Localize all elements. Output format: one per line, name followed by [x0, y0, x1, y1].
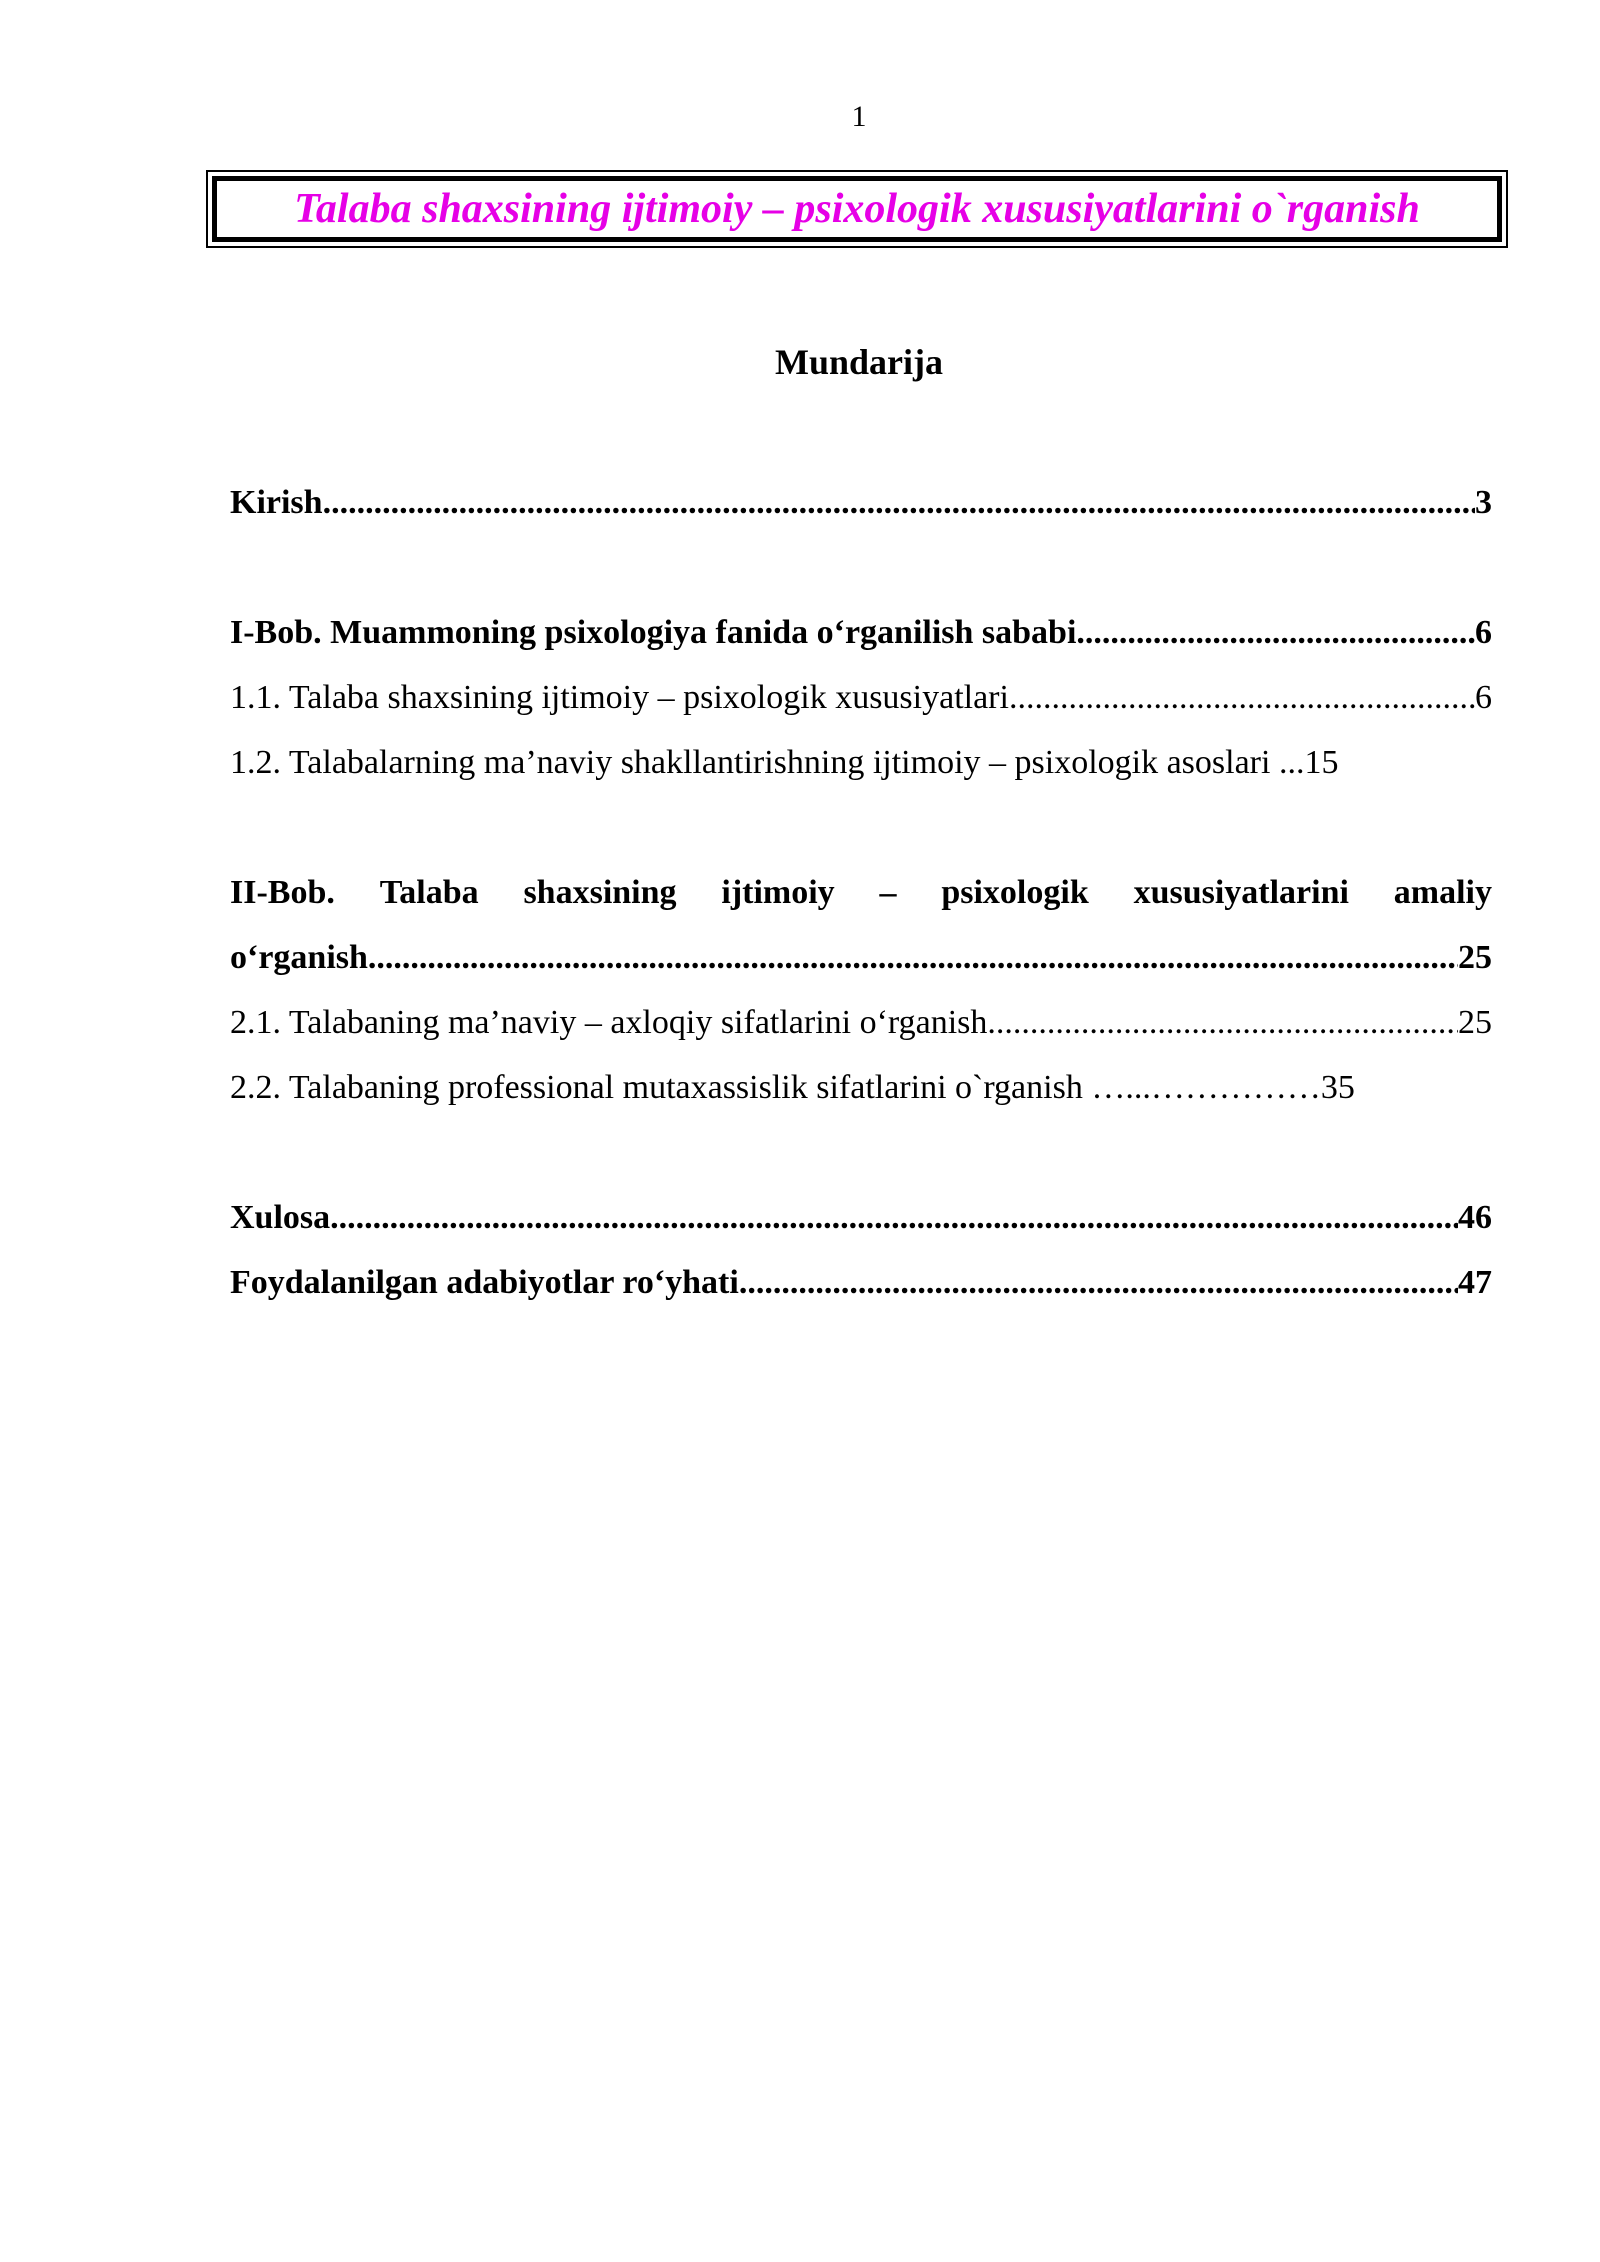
toc-leader-dots	[1076, 600, 1475, 665]
toc-entry-page: 6	[1475, 679, 1492, 716]
toc-entry-section-1-2[interactable]	[230, 730, 1492, 795]
toc-entry-page: 47	[1458, 1264, 1492, 1301]
toc-entry-chapter-2-line-1[interactable]	[230, 860, 1492, 925]
toc-leader-dots	[1009, 665, 1475, 730]
toc-entry-section-1-1[interactable]	[230, 665, 1492, 730]
toc-entry-section-2-1[interactable]	[230, 990, 1492, 1055]
toc-word: xususiyatlarini	[1133, 874, 1349, 911]
toc-entry-page: 6	[1475, 614, 1492, 651]
toc-entry-label: 2.1. Talabaning ma’naviy – axloqiy sifatlarini o‘rganish	[230, 1004, 988, 1041]
title-frame-inner	[212, 176, 1502, 242]
toc-entry-kirish[interactable]	[230, 470, 1492, 535]
toc-spacer	[230, 795, 1492, 860]
toc-entry-label: 2.2. Talabaning professional mutaxassislik sifatlarini o`rganish …...……………	[230, 1069, 1321, 1106]
table-of-contents	[230, 470, 1492, 1315]
toc-entry-label: o‘rganish	[230, 939, 368, 976]
toc-entry-xulosa[interactable]	[230, 1185, 1492, 1250]
toc-entry-label: Xulosa	[230, 1199, 331, 1236]
toc-word: –	[879, 874, 897, 911]
document-title: Talaba shaxsining ijtimoiy – psixologik xususiyatlarini o`rganish	[294, 186, 1420, 232]
title-frame	[206, 170, 1508, 248]
toc-entry-page: 35	[1320, 1069, 1355, 1106]
toc-entry-label: 1.2. Talabalarning ma’naviy shakllantirishning ijtimoiy – psixologik asoslari ...	[230, 744, 1305, 781]
toc-word: II-Bob.	[230, 874, 335, 911]
toc-entry-page: 25	[1458, 1004, 1492, 1041]
toc-word: amaliy	[1393, 874, 1492, 911]
toc-entry-section-2-2[interactable]	[230, 1055, 1492, 1120]
toc-entry-label: I-Bob. Muammoning psixologiya fanida o‘rganilish sababi	[230, 614, 1077, 651]
toc-spacer	[230, 1120, 1492, 1185]
toc-entry-label: Foydalanilgan adabiyotlar ro‘yhati	[230, 1264, 739, 1301]
toc-word: shaxsining	[523, 874, 677, 911]
toc-leader-dots	[739, 1250, 1458, 1315]
toc-entry-label: 1.1. Talaba shaxsining ijtimoiy – psixologik xususiyatlari	[230, 679, 1009, 716]
toc-word: Talaba	[379, 874, 479, 911]
toc-spacer	[230, 535, 1492, 600]
toc-word: psixologik	[941, 874, 1089, 911]
page-number: 1	[851, 100, 867, 133]
toc-leader-dots	[987, 990, 1458, 1055]
toc-entry-label: Kirish	[230, 484, 323, 521]
toc-word: ijtimoiy	[721, 874, 835, 911]
toc-entry-references[interactable]	[230, 1250, 1492, 1315]
toc-entry-page: 25	[1458, 939, 1492, 976]
toc-entry-page: 46	[1458, 1199, 1492, 1236]
toc-entry-chapter-1[interactable]	[230, 600, 1492, 665]
toc-entry-chapter-2-line-2[interactable]	[230, 925, 1492, 990]
toc-heading: Mundarija	[774, 342, 943, 382]
toc-leader-dots	[368, 925, 1458, 990]
toc-entry-page: 3	[1475, 484, 1492, 521]
toc-leader-dots	[330, 1185, 1458, 1250]
toc-leader-dots	[323, 470, 1475, 535]
toc-entry-page: 15	[1304, 744, 1339, 781]
